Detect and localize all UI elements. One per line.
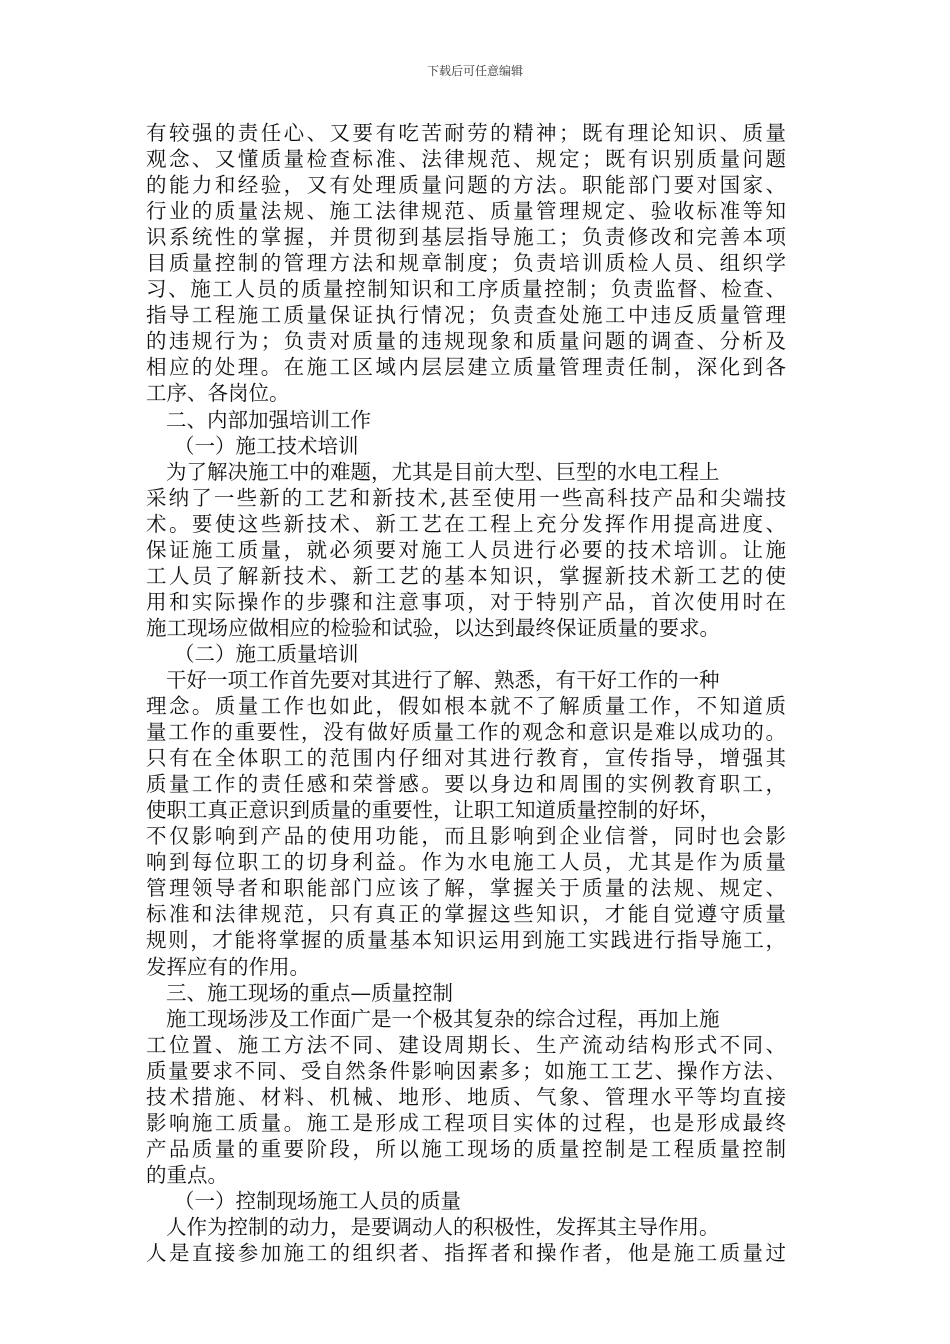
text-line: 理念。质量工作也如此，假如根本就不了解质量工作，不知道质 [146, 694, 786, 719]
text-line: 施工现场涉及工作面广是一个极其复杂的综合过程，再加上施 [166, 1006, 720, 1031]
text-line: 质量要求不同、受自然条件影响因素多；如施工工艺、操作方法、 [146, 1058, 786, 1083]
document-body [146, 120, 786, 1266]
text-line: 用和实际操作的步骤和注意事项，对于特别产品，首次使用时在 [146, 589, 786, 614]
text-line: 二、内部加强培训工作 [166, 407, 371, 432]
text-line: 指导工程施工质量保证执行情况；负责查处施工中违反质量管理 [146, 303, 786, 328]
text-line: 只有在全体职工的范围内仔细对其进行教育，宣传指导，增强其 [146, 746, 786, 771]
text-line: 技术措施、材料、机械、地形、地质、气象、管理水平等均直接 [146, 1084, 786, 1109]
text-line: 施工现场应做相应的检验和试验，以达到最终保证质量的要求。 [146, 615, 720, 640]
text-line: 标准和法律规范，只有真正的掌握这些知识，才能自觉遵守质量 [146, 902, 786, 927]
text-line: 采纳了一些新的工艺和新技术,甚至使用一些高科技产品和尖端技 [146, 485, 786, 510]
text-line: 识系统性的掌握，并贯彻到基层指导施工；负责修改和完善本项 [146, 225, 786, 250]
text-line: 人是直接参加施工的组织者、指挥者和操作者，他是施工质量过 [146, 1241, 786, 1266]
text-line: 影响施工质量。施工是形成工程项目实体的过程，也是形成最终 [146, 1110, 786, 1135]
text-line: 质量工作的责任感和荣誉感。要以身边和周围的实例教育职工， [146, 772, 786, 797]
text-line: 干好一项工作首先要对其进行了解、熟悉，有干好工作的一种 [166, 667, 720, 692]
text-line: 观念、又懂质量检查标准、法律规范、规定；既有识别质量问题 [146, 147, 786, 172]
text-line: 术。要使这些新技术、新工艺在工程上充分发挥作用提高进度、 [146, 511, 786, 536]
text-line: 行业的质量法规、施工法律规范、质量管理规定、验收标准等知 [146, 199, 786, 224]
text-line: 习、施工人员的质量控制知识和工序质量控制；负责监督、检查、 [146, 277, 786, 302]
text-line: 不仅影响到产品的使用功能，而且影响到企业信誉，同时也会影 [146, 824, 786, 849]
text-line: 三、施工现场的重点—质量控制 [166, 980, 453, 1005]
text-line: 人作为控制的动力，是要调动人的积极性，发挥其主导作用。 [166, 1214, 720, 1239]
page-header: 下载后可任意编辑 [426, 64, 523, 78]
text-line: 工位置、施工方法不同、建设周期长、生产流动结构形式不同、 [146, 1032, 786, 1057]
text-line: 产品质量的重要阶段，所以施工现场的质量控制是工程质量控制 [146, 1136, 786, 1161]
text-line: 有较强的责任心、又要有吃苦耐劳的精神；既有理论知识、质量 [146, 121, 786, 145]
text-line: 量工作的重要性，没有做好质量工作的观念和意识是难以成功的。 [146, 720, 786, 745]
text-line: 管理领导者和职能部门应该了解，掌握关于质量的法规、规定、 [146, 876, 786, 901]
text-line: 响到每位职工的切身利益。作为水电施工人员，尤其是作为质量 [146, 850, 786, 875]
text-line: 的能力和经验，又有处理质量问题的方法。职能部门要对国家、 [146, 173, 786, 198]
text-line: 的重点。 [146, 1162, 228, 1187]
text-line: 工序、各岗位。 [146, 381, 290, 406]
text-line: 相应的处理。在施工区域内层层建立质量管理责任制，深化到各 [146, 355, 786, 380]
text-line: （一）控制现场施工人员的质量 [174, 1188, 461, 1213]
text-line: 使职工真正意识到质量的重要性，让职工知道质量控制的好坏， [146, 798, 720, 823]
text-line: 为了解决施工中的难题，尤其是目前大型、巨型的水电工程上 [166, 459, 720, 484]
text-line: （一）施工技术培训 [174, 433, 359, 458]
text-line: 目质量控制的管理方法和规章制度；负责培训质检人员、组织学 [146, 251, 786, 276]
text-line: 工人员了解新技术、新工艺的基本知识，掌握新技术新工艺的使 [146, 563, 786, 588]
text-line: 保证施工质量，就必须要对施工人员进行必要的技术培训。让施 [146, 537, 786, 562]
text-line: （二）施工质量培训 [174, 641, 359, 666]
text-line: 发挥应有的作用。 [146, 954, 310, 979]
text-line: 的违规行为；负责对质量的违规现象和质量问题的调查、分析及 [146, 329, 786, 354]
text-line: 规则，才能将掌握的质量基本知识运用到施工实践进行指导施工， [146, 928, 786, 953]
